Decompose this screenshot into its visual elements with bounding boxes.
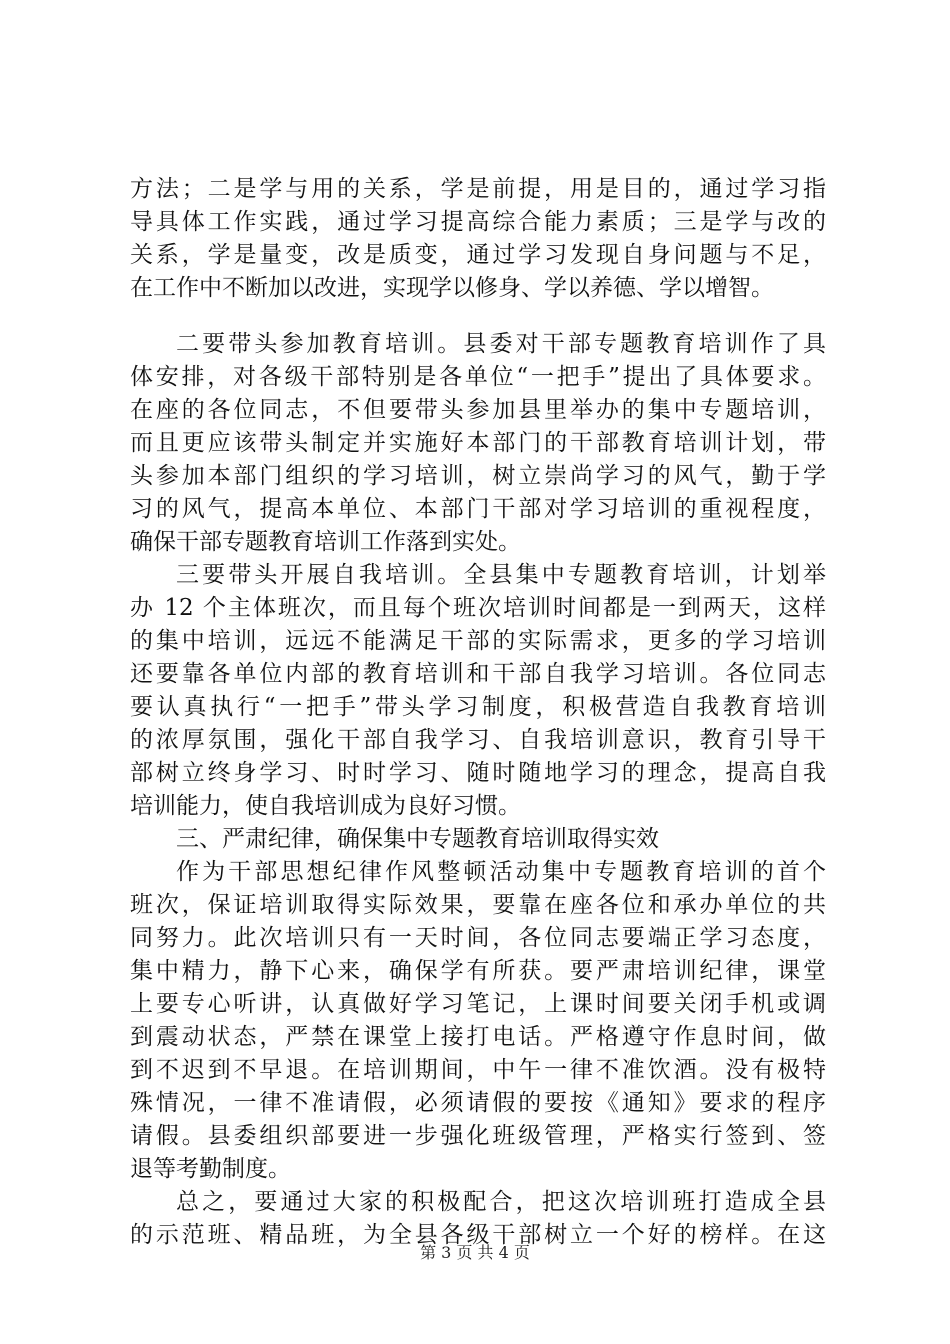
section-heading (130, 823, 826, 856)
paragraph-continuation (130, 173, 826, 305)
text-line: 殊情况，一律不准请假，必须请假的要按《通知》要求的程序 (130, 1090, 826, 1116)
text-line: 作为干部思想纪律作风整顿活动集中专题教育培训的首个 (176, 859, 826, 885)
text-line: 总之，要通过大家的积极配合，把这次培训班打造成全县 (176, 1189, 826, 1215)
text-line: 集中精力，静下心来，确保学有所获。要严肃培训纪律，课堂 (130, 958, 826, 984)
text-line: 请假。县委组织部要进一步强化班级管理，严格实行签到、签 (130, 1123, 826, 1149)
text-line: 培训能力，使自我培训成为良好习惯。 (130, 793, 521, 819)
text-line: 习的风气，提高本单位、本部门干部对学习培训的重视程度， (130, 496, 826, 522)
text-line: 在工作中不断加以改进，实现学以修身、学以养德、学以增智。 (130, 275, 774, 301)
paragraph-self-training (130, 559, 826, 823)
text-line: 方法；二是学与用的关系，学是前提，用是目的，通过学习指 (130, 176, 826, 202)
text-line: 的浓厚氛围，强化干部自我学习、自我培训意识，教育引导干 (130, 727, 826, 753)
text-line: 上要专心听讲，认真做好学习笔记，上课时间要关闭手机或调 (130, 991, 826, 1017)
text-line: 而且更应该带头制定并实施好本部门的干部教育培训计划，带 (130, 430, 826, 456)
text-line: 关系，学是量变，改是质变，通过学习发现自身问题与不足， (130, 242, 826, 268)
text-line: 办 12 个主体班次，而且每个班次培训时间都是一到两天，这样 (130, 595, 826, 621)
text-line: 在座的各位同志，不但要带头参加县里举办的集中专题培训， (130, 397, 826, 423)
text-line: 还要靠各单位内部的教育培训和干部自我学习培训。各位同志 (130, 661, 826, 687)
text-line: 确保干部专题教育培训工作落到实处。 (130, 529, 521, 555)
text-line: 同努力。此次培训只有一天时间，各位同志要端正学习态度， (130, 925, 826, 951)
text-line: 到不迟到不早退。在培训期间，中午一律不准饮酒。没有极特 (130, 1057, 826, 1083)
section-title: 三、严肃纪律，确保集中专题教育培训取得实效 (176, 826, 659, 852)
paragraph-discipline (130, 856, 826, 1186)
text-line: 头参加本部门组织的学习培训，树立崇尚学习的风气，勤于学 (130, 463, 826, 489)
page-number-footer: 第 3 页 共 4 页 (420, 1243, 530, 1262)
text-line: 部树立终身学习、时时学习、随时随地学习的理念，提高自我 (130, 760, 826, 786)
text-line: 三要带头开展自我培训。全县集中专题教育培训，计划举 (176, 562, 826, 588)
text-line: 体安排，对各级干部特别是各单位“一把手”提出了具体要求。 (130, 364, 826, 390)
text-line: 要认真执行“一把手”带头学习制度，积极营造自我教育培训 (130, 694, 826, 720)
text-line: 的集中培训，远远不能满足干部的实际需求，更多的学习培训 (130, 628, 826, 654)
text-line: 二要带头参加教育培训。县委对干部专题教育培训作了具 (176, 331, 826, 357)
paragraph-lead-training (130, 328, 826, 559)
text-line: 导具体工作实践，通过学习提高综合能力素质；三是学与改的 (130, 209, 826, 235)
text-line: 班次，保证培训取得实际效果，要靠在座各位和承办单位的共 (130, 892, 826, 918)
text-line: 退等考勤制度。 (130, 1156, 291, 1182)
text-line: 到震动状态，严禁在课堂上接打电话。严格遵守作息时间，做 (130, 1024, 826, 1050)
text-line: 的示范班、精品班，为全县各级干部树立一个好的榜样。在这 (130, 1222, 826, 1248)
